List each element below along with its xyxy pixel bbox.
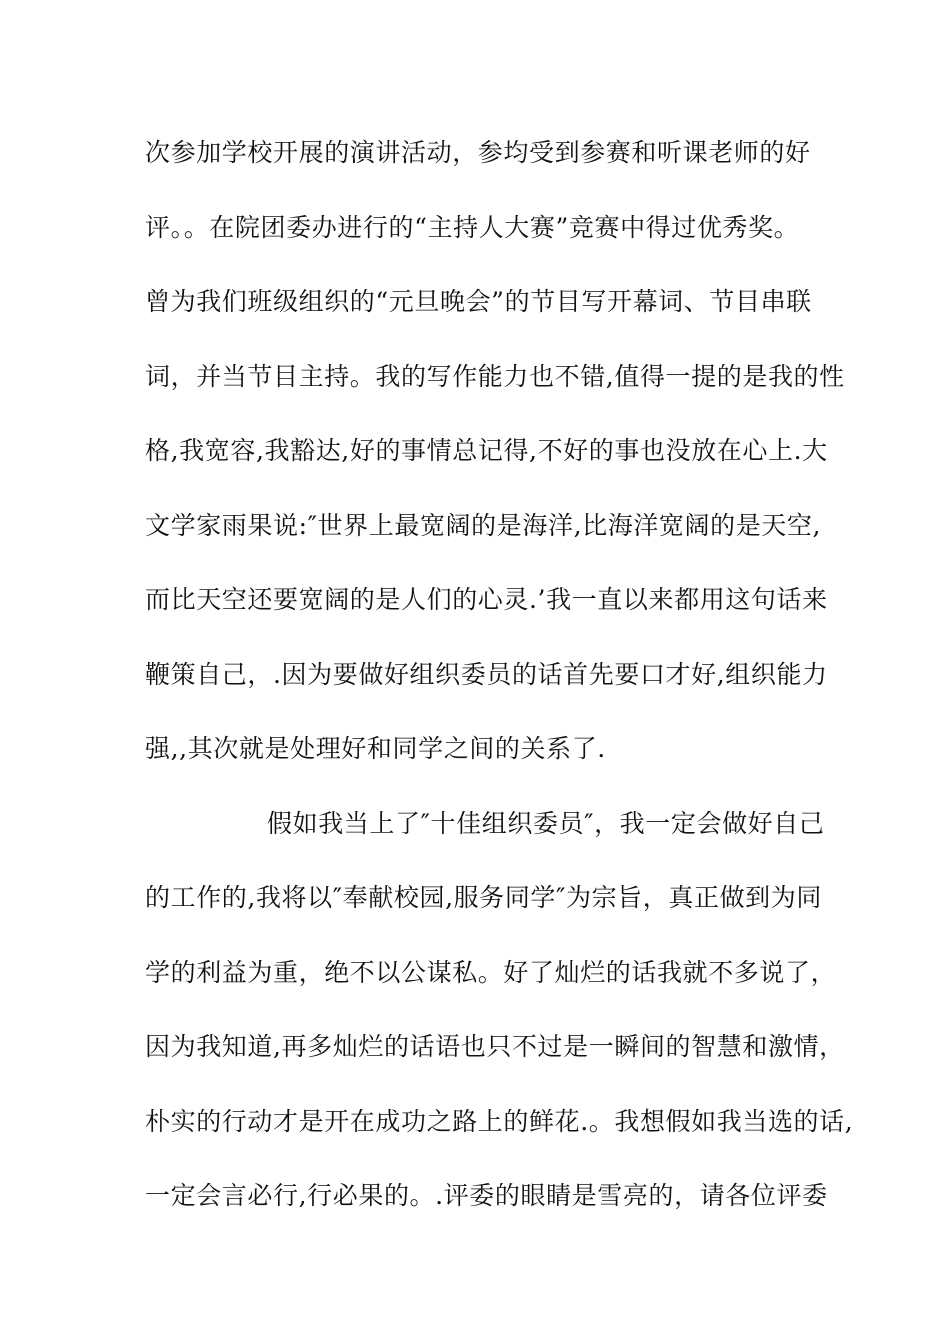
text-line-2: 评。。在院团委办进行的“主持人大赛”竞赛中得过优秀奖。 (145, 212, 800, 242)
text-line-12: 学的利益为重，绝不以公谋私。好了灿烂的话我就不多说了， (145, 957, 837, 987)
text-line-5: 格,我宽容,我豁达,好的事情总记得,不好的事也没放在心上.大 (145, 436, 828, 465)
text-line-13: 因为我知道,再多灿烂的话语也只不过是一瞬间的智慧和激情， (145, 1032, 845, 1061)
text-line-4: 词，并当节目主持。我的写作能力也不错,值得一提的是我的性 (145, 361, 845, 391)
body-text (145, 131, 854, 1249)
text-line-1: 次参加学校开展的演讲活动，参均受到参赛和听课老师的好 (145, 138, 811, 167)
text-line-7: 而比天空还要宽阔的是人们的心灵.’我一直以来都用这句话来 (145, 585, 828, 614)
text-line-11: 的工作的,我将以″奉献校园,服务同学″为宗旨，真正做到为同 (145, 883, 822, 912)
text-line-8: 鞭策自己，.因为要做好组织委员的话首先要口才好,组织能力 (145, 659, 828, 689)
text-line-3: 曾为我们班级组织的“元旦晚会”的节目写开幕词、节目串联 (145, 287, 812, 316)
paragraph-start-line: 假如我当上了″十佳组织委员″，我一定会做好自己 (267, 808, 825, 838)
text-line-15: 一定会言必行,行必果的。.评委的眼睛是雪亮的，请各位评委 (145, 1181, 828, 1210)
text-line-9: 强,,其次就是处理好和同学之间的关系了. (145, 734, 606, 763)
text-line-6: 文学家雨果说:″世界上最宽阔的是海洋,比海洋宽阔的是天空, (145, 510, 822, 540)
text-line-14: 朴实的行动才是开在成功之路上的鲜花.。我想假如我当选的话, (145, 1106, 854, 1136)
